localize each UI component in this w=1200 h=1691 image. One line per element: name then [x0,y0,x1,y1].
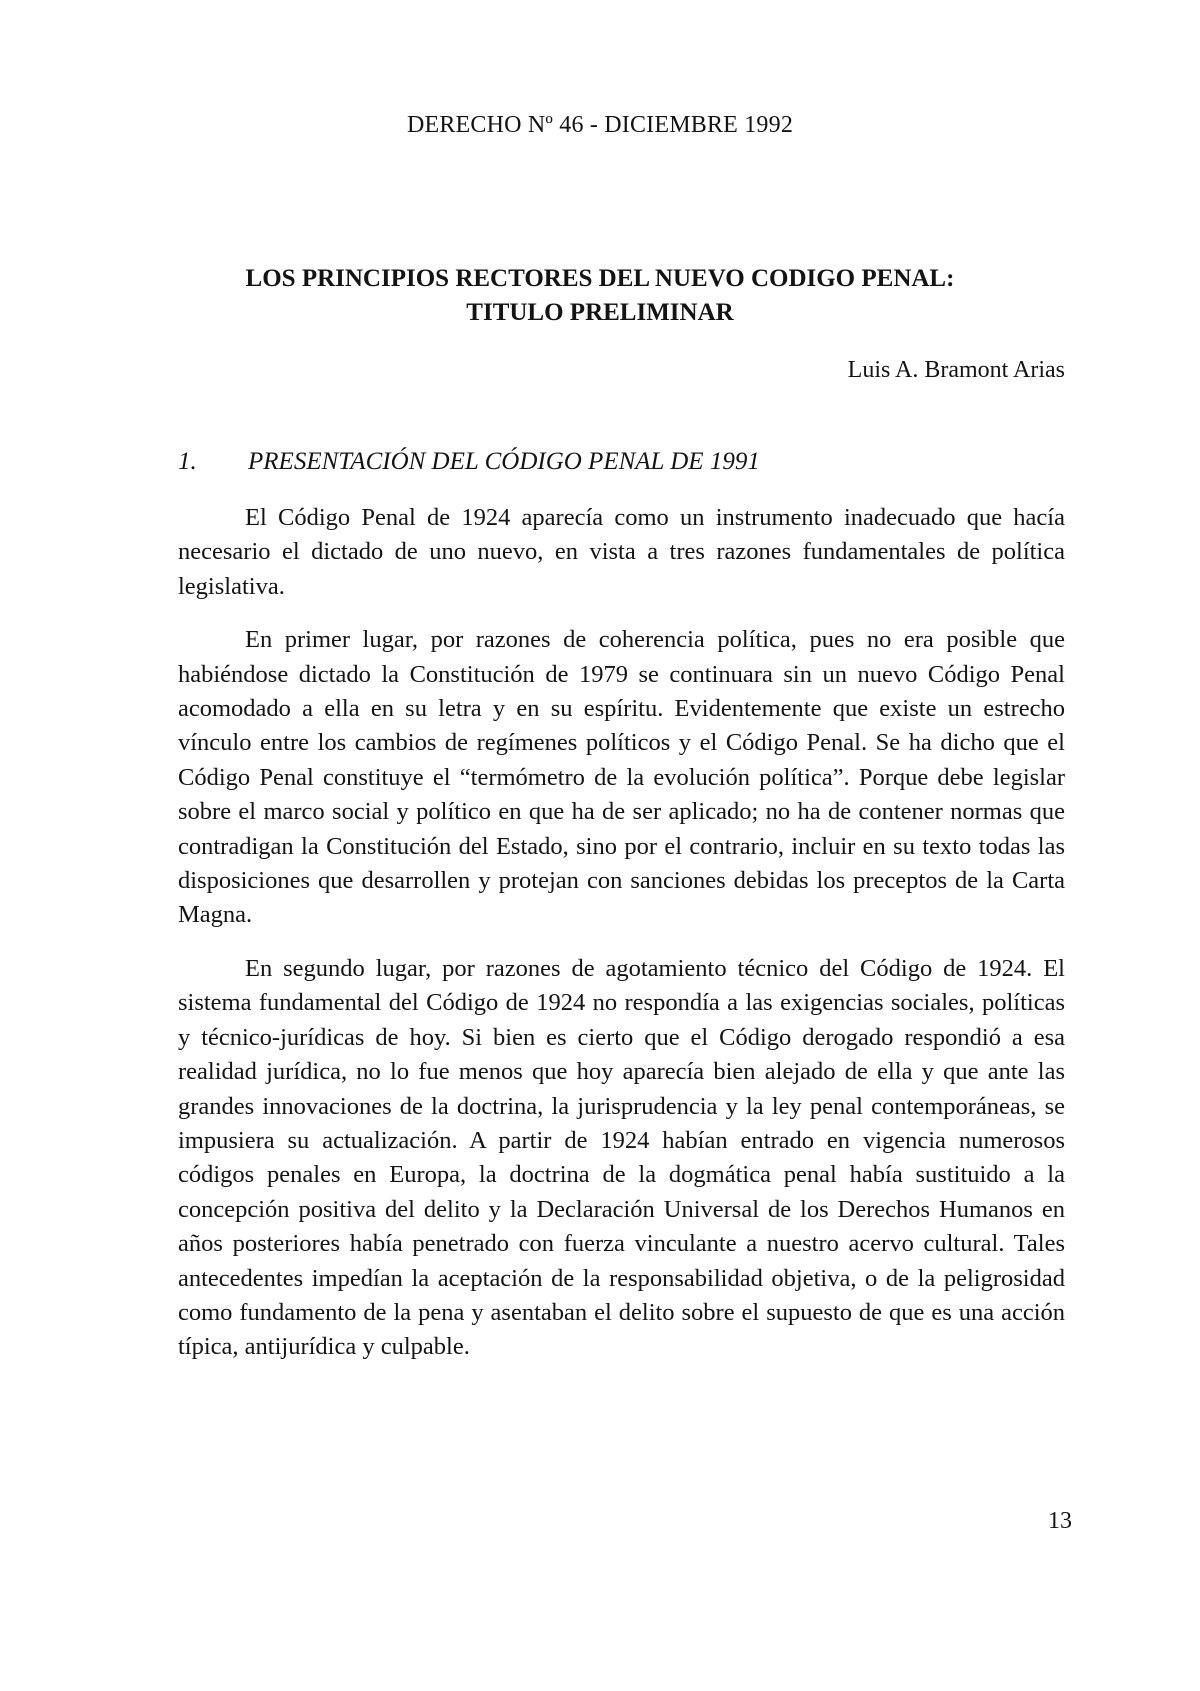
page-number: 13 [1048,1508,1072,1534]
section-heading [178,448,760,476]
paragraph-2: En primer lugar, por razones de coherencia política, pues no era posible que habiéndose dictado la Constitución de 1979 se continuara sin un nuevo Código Penal acomodado a ella en su letra y en su espíritu. Evidentemente que existe un estrecho vínculo entre los cambios de regímenes políticos y el Código Penal. Se ha dicho que el Código Penal constituye el “termómetro de la evolución política”. Porque debe legislar sobre el marco social y político en que ha de ser aplicado; no ha de contener normas que contradigan la Constitución del Estado, sino por el contrario, incluir en su texto todas las disposiciones que desarrollen y protejan con sanciones debidas los preceptos de la Carta Magna. [178,626,1065,929]
paragraph-3: En segundo lugar, por razones de agotamiento técnico del Código de 1924. El sistema fundamental del Código de 1924 no respondía a las exigencias sociales, políticas y técnico-jurídicas de hoy. Si bien es cierto que el Código derogado respondió a esa realidad jurídica, no lo fue menos que hoy aparecía bien alejado de ella y que ante las grandes innovaciones de la doctrina, la jurisprudencia y la ley penal contemporáneas, se impusiera su actualización. A partir de 1924 habían entrado en vigencia numerosos códigos penales en Europa, la doctrina de la dogmática penal había sustituido a la concepción positiva del delito y la Declaración Universal de los Derechos Humanos en años posteriores había penetrado con fuerza vinculante a nuestro acervo cultural. Tales antecedentes impedían la aceptación de la responsabilidad objetiva, o de la peligrosidad como fundamento de la pena y asentaban el delito sobre el supuesto de que es una acción típica, antijurídica y culpable. [178,954,1065,1361]
running-head: DERECHO Nº 46 - DICIEMBRE 1992 [406,112,794,138]
section-title: PRESENTACIÓN DEL CÓDIGO PENAL DE 1991 [248,448,760,475]
article-title-line-1: LOS PRINCIPIOS RECTORES DEL NUEVO CODIGO PENAL: [245,265,955,292]
article-title [120,262,1080,330]
article-title-line-2: TITULO PRELIMINAR [466,299,734,326]
body-text [178,501,1065,1384]
paragraph-1: El Código Penal de 1924 aparecía como un instrumento inadecuado que hacía necesario el dictado de uno nuevo, en vista a tres razones fundamentales de política legislativa. [178,504,1065,600]
author-name: Luis A. Bramont Arias [847,357,1065,383]
section-number: 1. [178,448,197,475]
